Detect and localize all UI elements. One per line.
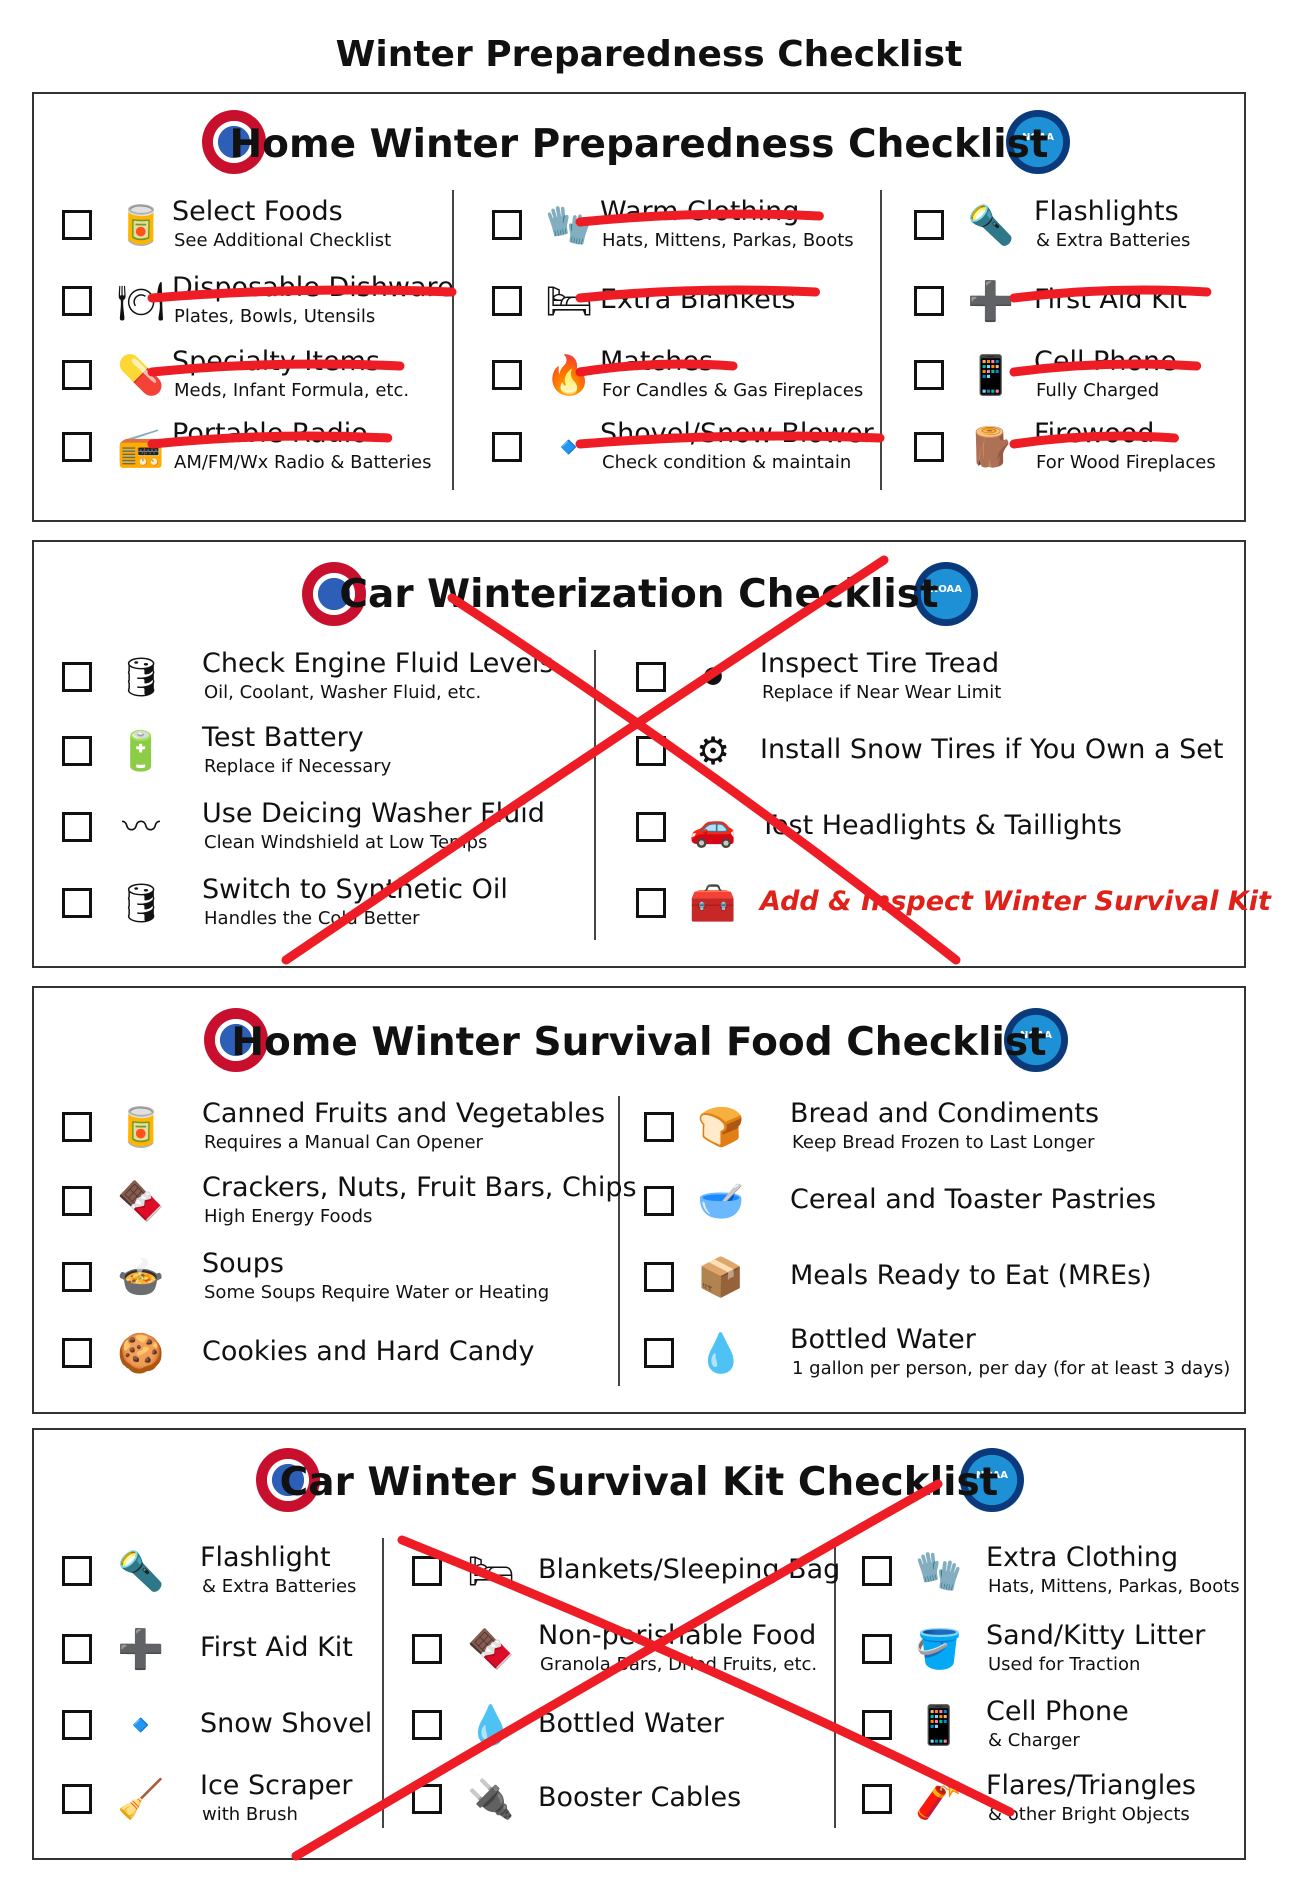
- item-label: Inspect Tire Tread: [760, 648, 1000, 679]
- cereal-bowl-icon: 🥣: [697, 1179, 745, 1223]
- checkbox[interactable]: [644, 1338, 674, 1368]
- section-title: Car Winter Survival Kit Checklist: [279, 1460, 999, 1505]
- cans-icon: 🥫: [117, 1105, 165, 1149]
- checkbox[interactable]: [914, 286, 944, 316]
- item-label: Bottled Water: [538, 1708, 724, 1739]
- item-label: Soups: [202, 1248, 284, 1279]
- item-sublabel: Used for Traction: [988, 1654, 1141, 1675]
- shovel-icon: 🔹: [545, 425, 593, 469]
- column-divider: [618, 1096, 620, 1386]
- item-label: Cookies and Hard Candy: [202, 1336, 535, 1367]
- item-label: Select Foods: [172, 196, 343, 227]
- column-divider: [594, 650, 596, 940]
- soup-bowl-icon: 🍲: [117, 1255, 165, 1299]
- checkbox[interactable]: [412, 1710, 442, 1740]
- first-aid-kit-icon: ➕: [967, 279, 1015, 323]
- car-battery-icon: 🔋: [117, 729, 165, 773]
- item-sublabel: Some Soups Require Water or Heating: [204, 1282, 550, 1303]
- cell-phone-icon: 📱: [967, 353, 1015, 397]
- checkbox[interactable]: [644, 1186, 674, 1216]
- item-sublabel: Clean Windshield at Low Temps: [204, 832, 488, 853]
- item-sublabel: Plates, Bowls, Utensils: [174, 306, 376, 327]
- item-label: Specialty Items: [172, 346, 380, 377]
- bread-icon: 🍞: [697, 1105, 745, 1149]
- item-label: Crackers, Nuts, Fruit Bars, Chips: [202, 1172, 637, 1203]
- radio-icon: 📻: [117, 425, 165, 469]
- column-divider: [382, 1538, 384, 1828]
- water-bottle-icon: 💧: [467, 1703, 515, 1747]
- item-sublabel: For Wood Fireplaces: [1036, 452, 1216, 473]
- item-label: Flares/Triangles: [986, 1770, 1196, 1801]
- item-label: Bottled Water: [790, 1324, 976, 1355]
- item-label: Meals Ready to Eat (MREs): [790, 1260, 1152, 1291]
- checkbox[interactable]: [914, 210, 944, 240]
- item-label: Flashlights: [1034, 196, 1179, 227]
- item-label: Cell Phone: [986, 1696, 1129, 1727]
- water-bottle-icon: 💧: [697, 1331, 745, 1375]
- checkbox[interactable]: [62, 662, 92, 692]
- checkbox[interactable]: [62, 1710, 92, 1740]
- item-label: Booster Cables: [538, 1782, 742, 1813]
- item-label: Canned Fruits and Vegetables: [202, 1098, 606, 1129]
- item-label: Add & Inspect Winter Survival Kit: [760, 886, 1271, 917]
- checkbox[interactable]: [492, 210, 522, 240]
- column-divider: [452, 190, 454, 490]
- item-label: Test Battery: [202, 722, 364, 753]
- item-label: Blankets/Sleeping Bag: [538, 1554, 841, 1585]
- item-label: Extra Blankets: [600, 284, 796, 315]
- plate-icon: 🍽: [116, 279, 166, 323]
- column-divider: [880, 190, 882, 490]
- checkbox[interactable]: [492, 360, 522, 390]
- checkbox[interactable]: [62, 1338, 92, 1368]
- ice-scraper-icon: 🧹: [117, 1777, 165, 1821]
- page-title: Winter Preparedness Checklist: [335, 34, 963, 75]
- item-label: First Aid Kit: [1034, 284, 1187, 315]
- checkbox[interactable]: [412, 1784, 442, 1814]
- item-sublabel: 1 gallon per person, per day (for at least 3 days): [792, 1358, 1231, 1379]
- item-sublabel: & other Bright Objects: [988, 1804, 1190, 1825]
- checkbox[interactable]: [62, 360, 92, 390]
- item-sublabel: Meds, Infant Formula, etc.: [174, 380, 410, 401]
- item-sublabel: & Charger: [988, 1730, 1080, 1751]
- blanket-icon: 🛏: [466, 1549, 516, 1593]
- item-sublabel: Keep Bread Frozen to Last Longer: [792, 1132, 1095, 1153]
- kitty-litter-icon: 🪣: [915, 1627, 963, 1671]
- checkbox[interactable]: [62, 1556, 92, 1586]
- item-sublabel: Hats, Mittens, Parkas, Boots: [602, 230, 854, 251]
- item-label: First Aid Kit: [200, 1632, 353, 1663]
- windshield-wiper-icon: 〰: [121, 805, 160, 849]
- checkbox[interactable]: [62, 1262, 92, 1292]
- checkbox[interactable]: [492, 286, 522, 316]
- checkbox[interactable]: [636, 662, 666, 692]
- item-label: Matches: [600, 346, 714, 377]
- section-title: Car Winterization Checklist: [339, 572, 939, 617]
- car-icon: 🚗: [689, 805, 737, 849]
- flashlight-icon: 🔦: [967, 203, 1015, 247]
- mittens-icon: 🧤: [545, 203, 593, 247]
- granola-bar-icon: 🍫: [117, 1179, 165, 1223]
- shovel-icon: 🔹: [117, 1703, 165, 1747]
- item-label: Portable Radio: [172, 418, 368, 449]
- checkbox[interactable]: [862, 1556, 892, 1586]
- blanket-icon: 🛏: [544, 279, 594, 323]
- checkbox[interactable]: [492, 432, 522, 462]
- checkbox[interactable]: [62, 210, 92, 240]
- item-label: Extra Clothing: [986, 1542, 1179, 1573]
- item-label: Non-perishable Food: [538, 1620, 817, 1651]
- item-sublabel: High Energy Foods: [204, 1206, 373, 1227]
- item-sublabel: Check condition & maintain: [602, 452, 852, 473]
- item-sublabel: Replace if Necessary: [204, 756, 392, 777]
- medicine-bottles-icon: 💊: [117, 353, 165, 397]
- item-sublabel: Oil, Coolant, Washer Fluid, etc.: [204, 682, 482, 703]
- matches-icon: 🔥: [545, 353, 593, 397]
- flashlight-icon: 🔦: [117, 1549, 165, 1593]
- item-label: Snow Shovel: [200, 1708, 373, 1739]
- checkbox[interactable]: [62, 432, 92, 462]
- checkbox[interactable]: [636, 812, 666, 842]
- section-title: Home Winter Preparedness Checklist: [229, 122, 1049, 167]
- item-label: Warm Clothing: [600, 196, 800, 227]
- item-sublabel: AM/FM/Wx Radio & Batteries: [174, 452, 432, 473]
- item-sublabel: & Extra Batteries: [202, 1576, 357, 1597]
- item-sublabel: See Additional Checklist: [174, 230, 392, 251]
- firewood-icon: 🪵: [967, 425, 1015, 469]
- checkbox[interactable]: [62, 812, 92, 842]
- item-sublabel: For Candles & Gas Fireplaces: [602, 380, 864, 401]
- checkbox[interactable]: [636, 736, 666, 766]
- tire-icon: ⚫: [697, 655, 729, 699]
- cookie-icon: 🍪: [117, 1331, 165, 1375]
- snow-tires-icon: ⚙: [695, 729, 731, 773]
- oil-lamp-icon: 🛢: [116, 881, 166, 925]
- checkbox[interactable]: [412, 1634, 442, 1664]
- item-sublabel: Requires a Manual Can Opener: [204, 1132, 483, 1153]
- checkbox[interactable]: [644, 1112, 674, 1142]
- item-label: Sand/Kitty Litter: [986, 1620, 1206, 1651]
- item-sublabel: with Brush: [202, 1804, 298, 1825]
- item-label: Flashlight: [200, 1542, 331, 1573]
- mittens-icon: 🧤: [915, 1549, 963, 1593]
- item-label: Disposable Dishware: [172, 272, 454, 303]
- checkbox[interactable]: [62, 1112, 92, 1142]
- checkbox[interactable]: [644, 1262, 674, 1292]
- item-label: Use Deicing Washer Fluid: [202, 798, 545, 829]
- checkbox[interactable]: [62, 1634, 92, 1664]
- survival-kit-icon: 🧰: [689, 881, 737, 925]
- checkbox[interactable]: [62, 888, 92, 918]
- item-label: Cell Phone: [1034, 346, 1177, 377]
- granola-bar-icon: 🍫: [467, 1627, 515, 1671]
- item-label: Shovel/Snow Blower: [600, 418, 874, 449]
- item-sublabel: Replace if Near Wear Limit: [762, 682, 1002, 703]
- item-label: Firewood: [1034, 418, 1155, 449]
- checkbox[interactable]: [636, 888, 666, 918]
- canned-food-icon: 🥫: [117, 203, 165, 247]
- item-sublabel: & Extra Batteries: [1036, 230, 1191, 251]
- item-label: Check Engine Fluid Levels: [202, 648, 554, 679]
- item-label: Install Snow Tires if You Own a Set: [760, 734, 1224, 765]
- item-label: Ice Scraper: [200, 1770, 353, 1801]
- item-sublabel: Hats, Mittens, Parkas, Boots: [988, 1576, 1240, 1597]
- checkbox[interactable]: [862, 1784, 892, 1814]
- checkbox[interactable]: [412, 1556, 442, 1586]
- item-sublabel: Handles the Cold Better: [204, 908, 420, 929]
- checkbox[interactable]: [62, 736, 92, 766]
- checkbox[interactable]: [862, 1634, 892, 1664]
- checkbox[interactable]: [62, 1784, 92, 1814]
- oil-can-icon: 🛢: [116, 655, 166, 699]
- item-label: Switch to Synthetic Oil: [202, 874, 508, 905]
- item-label: Test Headlights & Taillights: [760, 810, 1122, 841]
- item-sublabel: Fully Charged: [1036, 380, 1160, 401]
- checkbox[interactable]: [914, 432, 944, 462]
- section-title: Home Winter Survival Food Checklist: [231, 1020, 1047, 1065]
- mre-pouch-icon: 📦: [697, 1255, 745, 1299]
- item-label: Cereal and Toaster Pastries: [790, 1184, 1157, 1215]
- checkbox[interactable]: [62, 1186, 92, 1216]
- flare-icon: 🧨: [915, 1777, 963, 1821]
- first-aid-kit-icon: ➕: [117, 1627, 165, 1671]
- checkbox[interactable]: [62, 286, 92, 316]
- checkbox[interactable]: [862, 1710, 892, 1740]
- jumper-cables-icon: 🔌: [467, 1777, 515, 1821]
- cell-phone-icon: 📱: [915, 1703, 963, 1747]
- item-label: Bread and Condiments: [790, 1098, 1100, 1129]
- checkbox[interactable]: [914, 360, 944, 390]
- item-sublabel: Granola Bars, Dried Fruits, etc.: [540, 1654, 818, 1675]
